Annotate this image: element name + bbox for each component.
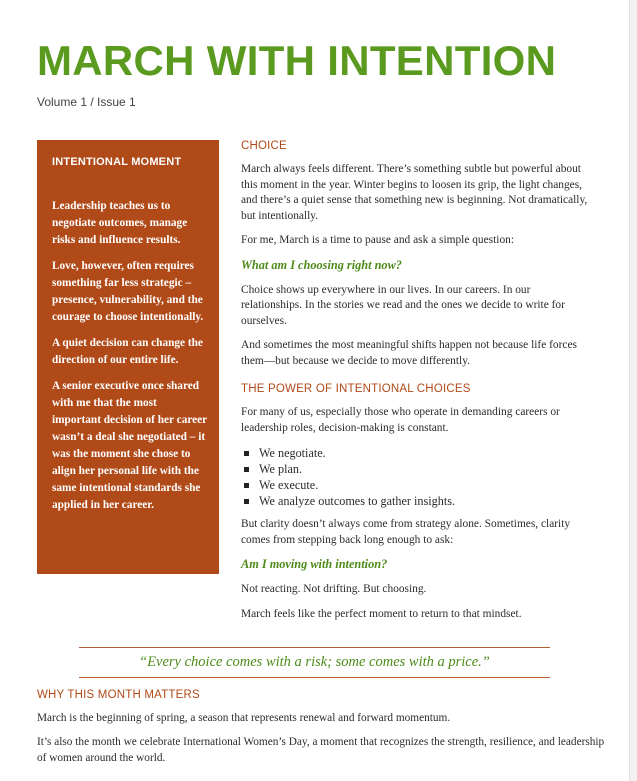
vertical-scrollbar[interactable] — [629, 0, 637, 781]
why-heading: WHY THIS MONTH MATTERS — [37, 689, 200, 701]
list-item: We execute. — [241, 477, 591, 493]
choice-paragraph: March always feels different. There’s something subtle but powerful about this moment in the year. Winter begins to loosen its grip, the light changes, and there’s a quiet sense that something new is beginning. Not dramatically, but intentionally. — [241, 163, 588, 222]
power-paragraph: Not reacting. Not drifting. But choosing. — [241, 583, 427, 595]
power-question: Am I moving with intention? — [241, 557, 388, 571]
issue-label: Volume 1 / Issue 1 — [37, 95, 136, 109]
list-item: We analyze outcomes to gather insights. — [241, 493, 591, 509]
intentional-moment-sidebar — [37, 140, 219, 574]
power-paragraph: For many of us, especially those who operate in demanding careers or leadership roles, decision-making is constant. — [241, 406, 560, 434]
list-item: We negotiate. — [241, 445, 591, 461]
sidebar-paragraph: Love, however, often requires something far less strategic – presence, vulnerability, and the courage to choose intentionally. — [52, 260, 204, 323]
why-paragraph: It’s also the month we celebrate International Women’s Day, a moment that recognizes the strength, resilience, and leadership of women around the world. — [37, 736, 605, 764]
pull-quote-text: “Every choice comes with a risk; some comes with a price.” — [139, 654, 490, 670]
power-heading: THE POWER OF INTENTIONAL CHOICES — [241, 383, 471, 395]
why-section — [37, 689, 607, 774]
newsletter-title: MARCH WITH INTENTION — [37, 37, 557, 84]
main-column — [241, 140, 591, 631]
sidebar-paragraph: A senior executive once shared with me that the most important decision of her career wasn’t a deal she negotiated – it was the moment she chose to align her personal life with the same intentional standards she applied in her career. — [52, 380, 207, 511]
sidebar-heading: INTENTIONAL MOMENT — [52, 156, 182, 168]
power-bullet-list — [241, 445, 591, 509]
power-paragraph: March feels like the perfect moment to return to that mindset. — [241, 607, 522, 620]
why-paragraph: March is the beginning of spring, a season that represents renewal and forward momentum. — [37, 712, 451, 724]
choice-question: What am I choosing right now? — [241, 257, 402, 272]
choice-paragraph: Choice shows up everywhere in our lives. In our careers. In our relationships. In the stories we read and the ones we decide to write for ourselves. — [241, 283, 565, 327]
power-paragraph: But clarity doesn’t always come from strategy alone. Sometimes, clarity comes from stepping back long enough to ask: — [241, 518, 571, 546]
pull-quote — [79, 647, 550, 678]
choice-paragraph: And sometimes the most meaningful shifts happen not because life forces them—but because we decide to move differently. — [241, 339, 577, 367]
choice-paragraph: For me, March is a time to pause and ask a simple question: — [241, 234, 515, 246]
choice-heading: CHOICE — [241, 140, 287, 152]
list-item: We plan. — [241, 461, 591, 477]
sidebar-paragraph: Leadership teaches us to negotiate outcomes, manage risks and influence results. — [52, 200, 188, 246]
sidebar-paragraph: A quiet decision can change the direction of our entire life. — [52, 337, 203, 366]
